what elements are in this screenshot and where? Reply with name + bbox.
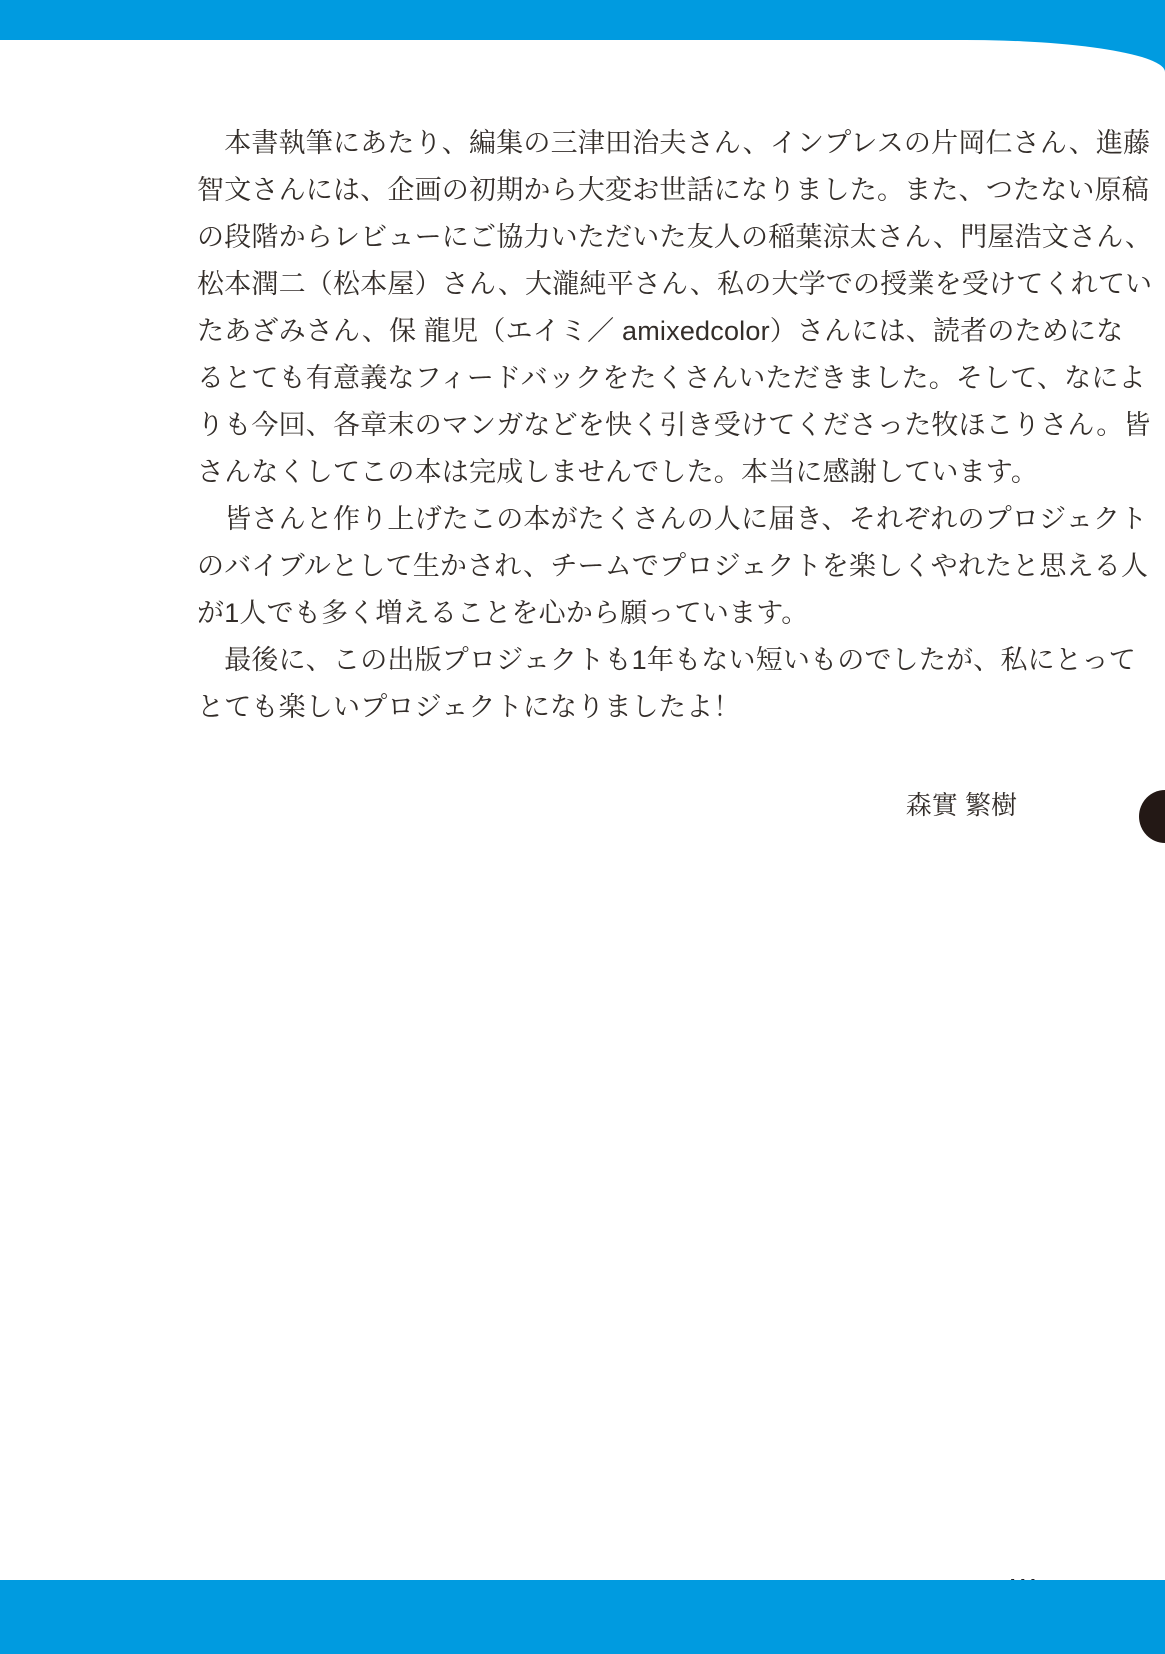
text-line: 最後に、この出版プロジェクトも1年もない短いものでしたが、私にとって — [197, 645, 1136, 675]
text-line: のバイブルとして生かされ、チームでプロジェクトを楽しくやれたと思える人 — [197, 551, 1149, 581]
text-line: 智文さんには、企画の初期から大変お世話になりました。また、つたない原稿 — [197, 175, 1149, 205]
text-line: が1人でも多く増えることを心から願っています。 — [197, 598, 809, 628]
acknowledgments-text — [197, 120, 1153, 731]
text-line: るとても有意義なフィードバックをたくさんいただきました。そして、なによ — [197, 363, 1146, 393]
text-line: とても楽しいプロジェクトになりましたよ！ — [197, 692, 741, 722]
text-line: たあざみさん、保 龍児（エイミ／ amixedcolor）さんには、読者のためにな — [197, 316, 1124, 346]
text-line: 本書執筆にあたり、編集の三津田治夫さん、インプレスの片岡仁さん、進藤 — [197, 128, 1151, 158]
top-banner-curve — [0, 40, 1165, 72]
text-line: の段階からレビューにご協力いただいた友人の稲葉涼太さん、門屋浩文さん、 — [197, 222, 1153, 252]
bottom-banner — [0, 1580, 1165, 1654]
author-signature: 森實 繁樹 — [905, 790, 1017, 820]
text-line: りも今回、各章末のマンガなどを快く引き受けてくださった牧ほこりさん。皆 — [197, 410, 1151, 440]
text-line: 皆さんと作り上げたこの本がたくさんの人に届き、それぞれのプロジェクト — [197, 504, 1148, 534]
text-line: さんなくしてこの本は完成しませんでした。本当に感謝しています。 — [197, 457, 1039, 487]
chapter-edge-tab — [1139, 790, 1165, 843]
text-line: 松本潤二（松本屋）さん、大瀧純平さん、私の大学での授業を受けてくれてい — [197, 269, 1153, 299]
